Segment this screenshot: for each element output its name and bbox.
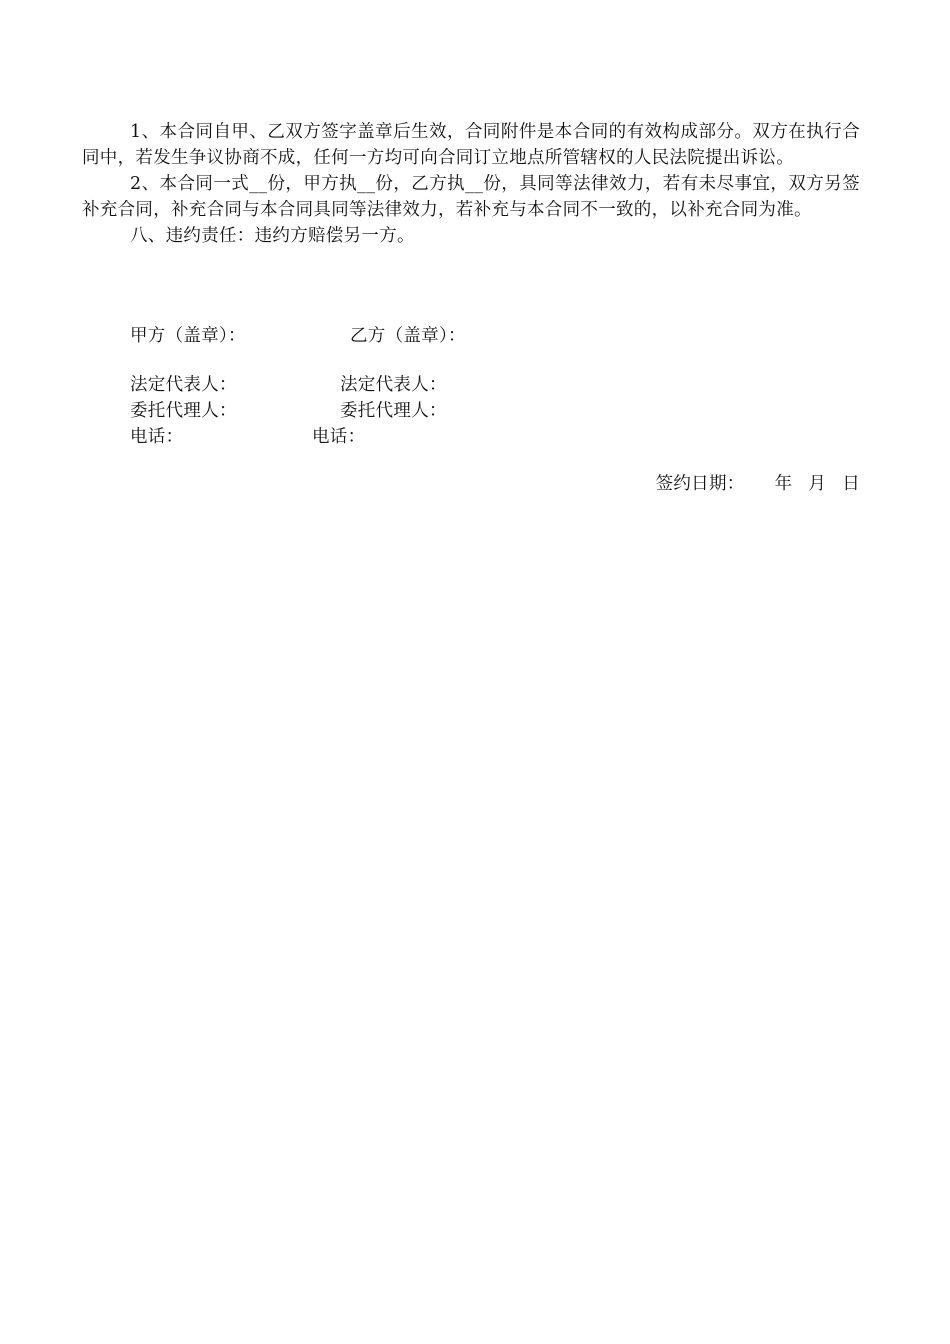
party-b-phone-label: 电话： bbox=[312, 427, 366, 447]
clause-2-text: 2、本合同一式__份，甲方执__份，乙方执__份，具同等法律效力，若有未尽事宜，双方另签补充合同，补充合同与本合同具同等法律效力，若补充与本合同不一致的，以补充合同为准。 bbox=[82, 174, 860, 220]
party-a-seal-label: 甲方（盖章）： bbox=[130, 326, 246, 346]
party-a-phone-label: 电话： bbox=[130, 427, 184, 447]
date-month: 月 bbox=[808, 474, 827, 494]
date-year: 年 bbox=[774, 474, 793, 494]
party-b-legal-rep-label: 法定代表人： bbox=[340, 375, 447, 395]
contract-page bbox=[82, 119, 860, 249]
party-b-seal-label: 乙方（盖章）： bbox=[350, 326, 466, 346]
signing-date-label: 签约日期： bbox=[655, 474, 745, 494]
clause-8-text: 八、违约责任：违约方赔偿另一方。 bbox=[130, 226, 415, 246]
signing-date-line bbox=[656, 471, 860, 497]
clause-1-text: 1、本合同自甲、乙双方签字盖章后生效，合同附件是本合同的有效构成部分。双方在执行合同中，若发生争议协商不成，任何一方均可向合同订立地点所管辖权的人民法院提出诉讼。 bbox=[82, 122, 860, 168]
date-day: 日 bbox=[842, 474, 860, 494]
party-a-legal-rep-label: 法定代表人： bbox=[130, 375, 237, 395]
party-a-agent-label: 委托代理人： bbox=[130, 401, 237, 421]
party-b-agent-label: 委托代理人： bbox=[340, 401, 447, 421]
